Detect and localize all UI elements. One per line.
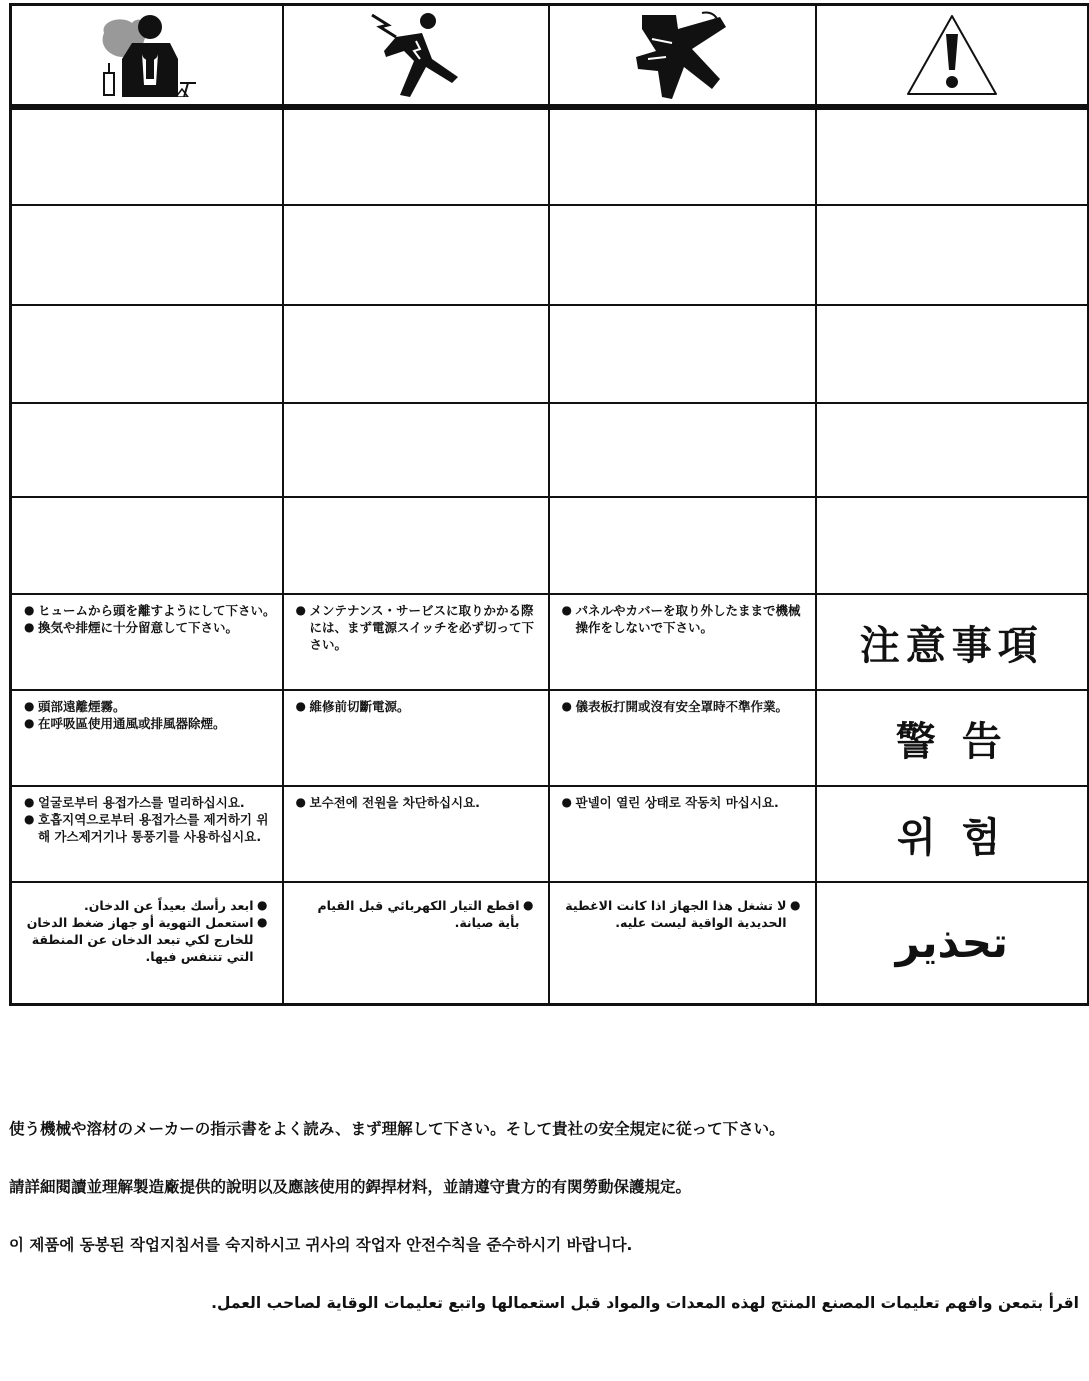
moving-parts-hand-icon: [632, 9, 732, 101]
list-item: ● パネルやカバーを取り外したままで機械操作をしないで下さい。: [561, 603, 801, 635]
list-item: ● 보수전에 전원을 차단하십시요.: [295, 795, 480, 810]
arabic-shock-cell: [283, 882, 549, 1004]
arabic-note: اقرأ بتمعن وافهم تعليمات المصنع المنتج لهذه المعدات والمواد قبل استعمالها واتبع تعليمات الوقاية لصاحب العمل.: [211, 1294, 1079, 1312]
list-item: ● 판넬이 열린 상태로 작동치 마십시요.: [561, 795, 779, 810]
chinese-note: 請詳細閱讀並理解製造廠提供的說明以及應該使用的銲捍材料，並請遵守貴方的有関勞動保護規定。: [9, 1178, 692, 1196]
korean-heading: 위 험: [897, 814, 1007, 861]
list-item: ● ابعد رأسك بعيداً عن الدخان.: [83, 898, 268, 913]
japanese-heading-cell: [816, 594, 1089, 690]
japanese-note: 使う機械や溶材のメーカーの指示書をよく読み、まず理解して下さい。そして貴社の安全規定に従って下さい。: [9, 1120, 785, 1138]
empty-row-2: [11, 205, 1089, 305]
icon-cell-fumes: [11, 5, 283, 108]
electric-shock-icon: [366, 11, 466, 99]
list-item: ● 在呼吸區使用通風或排風器除煙。: [24, 716, 226, 731]
chinese-heading: 警 告: [895, 718, 1008, 765]
list-item: ● メンテナンス・サービスに取りかかる際には、まず電源スイッチを必ず切って下さい。: [295, 603, 535, 652]
instruction-notes: [9, 1118, 1079, 1350]
arabic-heading-cell: [816, 882, 1089, 1004]
japanese-fumes-cell: [11, 594, 283, 690]
empty-row-3: [11, 305, 1089, 403]
list-item: ● 얼굴로부터 용접가스를 멀리하십시요.: [24, 795, 245, 810]
japanese-row: [11, 594, 1089, 690]
list-item: ● 頭部遠離煙霧。: [24, 699, 126, 714]
japanese-heading: 注意事項: [859, 622, 1044, 669]
list-item: ● لا تشغل هذا الجهاز اذا كانت الاغطية الحديدية الواقية ليست عليه.: [565, 898, 801, 930]
chinese-heading-cell: [816, 690, 1089, 786]
icon-cell-shock: [283, 5, 549, 108]
list-item: ● ヒュームから頭を離すようにして下さい。: [24, 603, 276, 618]
safety-warning-table: [9, 3, 1089, 1006]
arabic-row: [11, 882, 1089, 1004]
empty-row-5: [11, 497, 1089, 594]
japanese-parts-cell: [549, 594, 816, 690]
korean-fumes-cell: [11, 786, 283, 882]
list-item: ● اقطع التيار الكهربائي قبل القيام بأية صيانة.: [317, 898, 534, 930]
empty-row-4: [11, 403, 1089, 497]
korean-note: 이 제품에 동봉된 작업지침서를 숙지하시고 귀사의 작업자 안전수칙을 준수하시기 바랍니다.: [9, 1236, 633, 1254]
safety-table-wrapper: [9, 3, 1087, 1006]
korean-row: [11, 786, 1089, 882]
fume-hazard-icon: [92, 13, 202, 97]
list-item: ● 호흡지역으로부터 용접가스를 제거하기 위해 가스제거기나 통풍기를 사용하십시요.: [24, 812, 269, 844]
icon-cell-warning: [816, 5, 1089, 108]
list-item: ● 維修前切斷電源。: [295, 699, 410, 714]
list-item: ● 換気や排煙に十分留意して下さい。: [24, 620, 239, 635]
empty-row-1: [11, 107, 1089, 205]
chinese-row: [11, 690, 1089, 786]
arabic-heading: تحذير: [895, 918, 1008, 968]
arabic-fumes-cell: [11, 882, 283, 1004]
list-item: ● 儀表板打開或沒有安全罩時不準作業。: [561, 699, 789, 714]
korean-parts-cell: [549, 786, 816, 882]
icon-cell-hand: [549, 5, 816, 108]
chinese-shock-cell: [283, 690, 549, 786]
chinese-parts-cell: [549, 690, 816, 786]
warning-exclamation-icon: [904, 12, 1000, 98]
icon-row: [11, 5, 1089, 108]
list-item: ● استعمل التهوية أو جهاز ضغط الدخان للخارج لكي تبعد الدخان عن المنطقة التي تتنفس فيها.: [26, 915, 268, 964]
chinese-fumes-cell: [11, 690, 283, 786]
arabic-parts-cell: [549, 882, 816, 1004]
japanese-shock-cell: [283, 594, 549, 690]
korean-shock-cell: [283, 786, 549, 882]
korean-heading-cell: [816, 786, 1089, 882]
